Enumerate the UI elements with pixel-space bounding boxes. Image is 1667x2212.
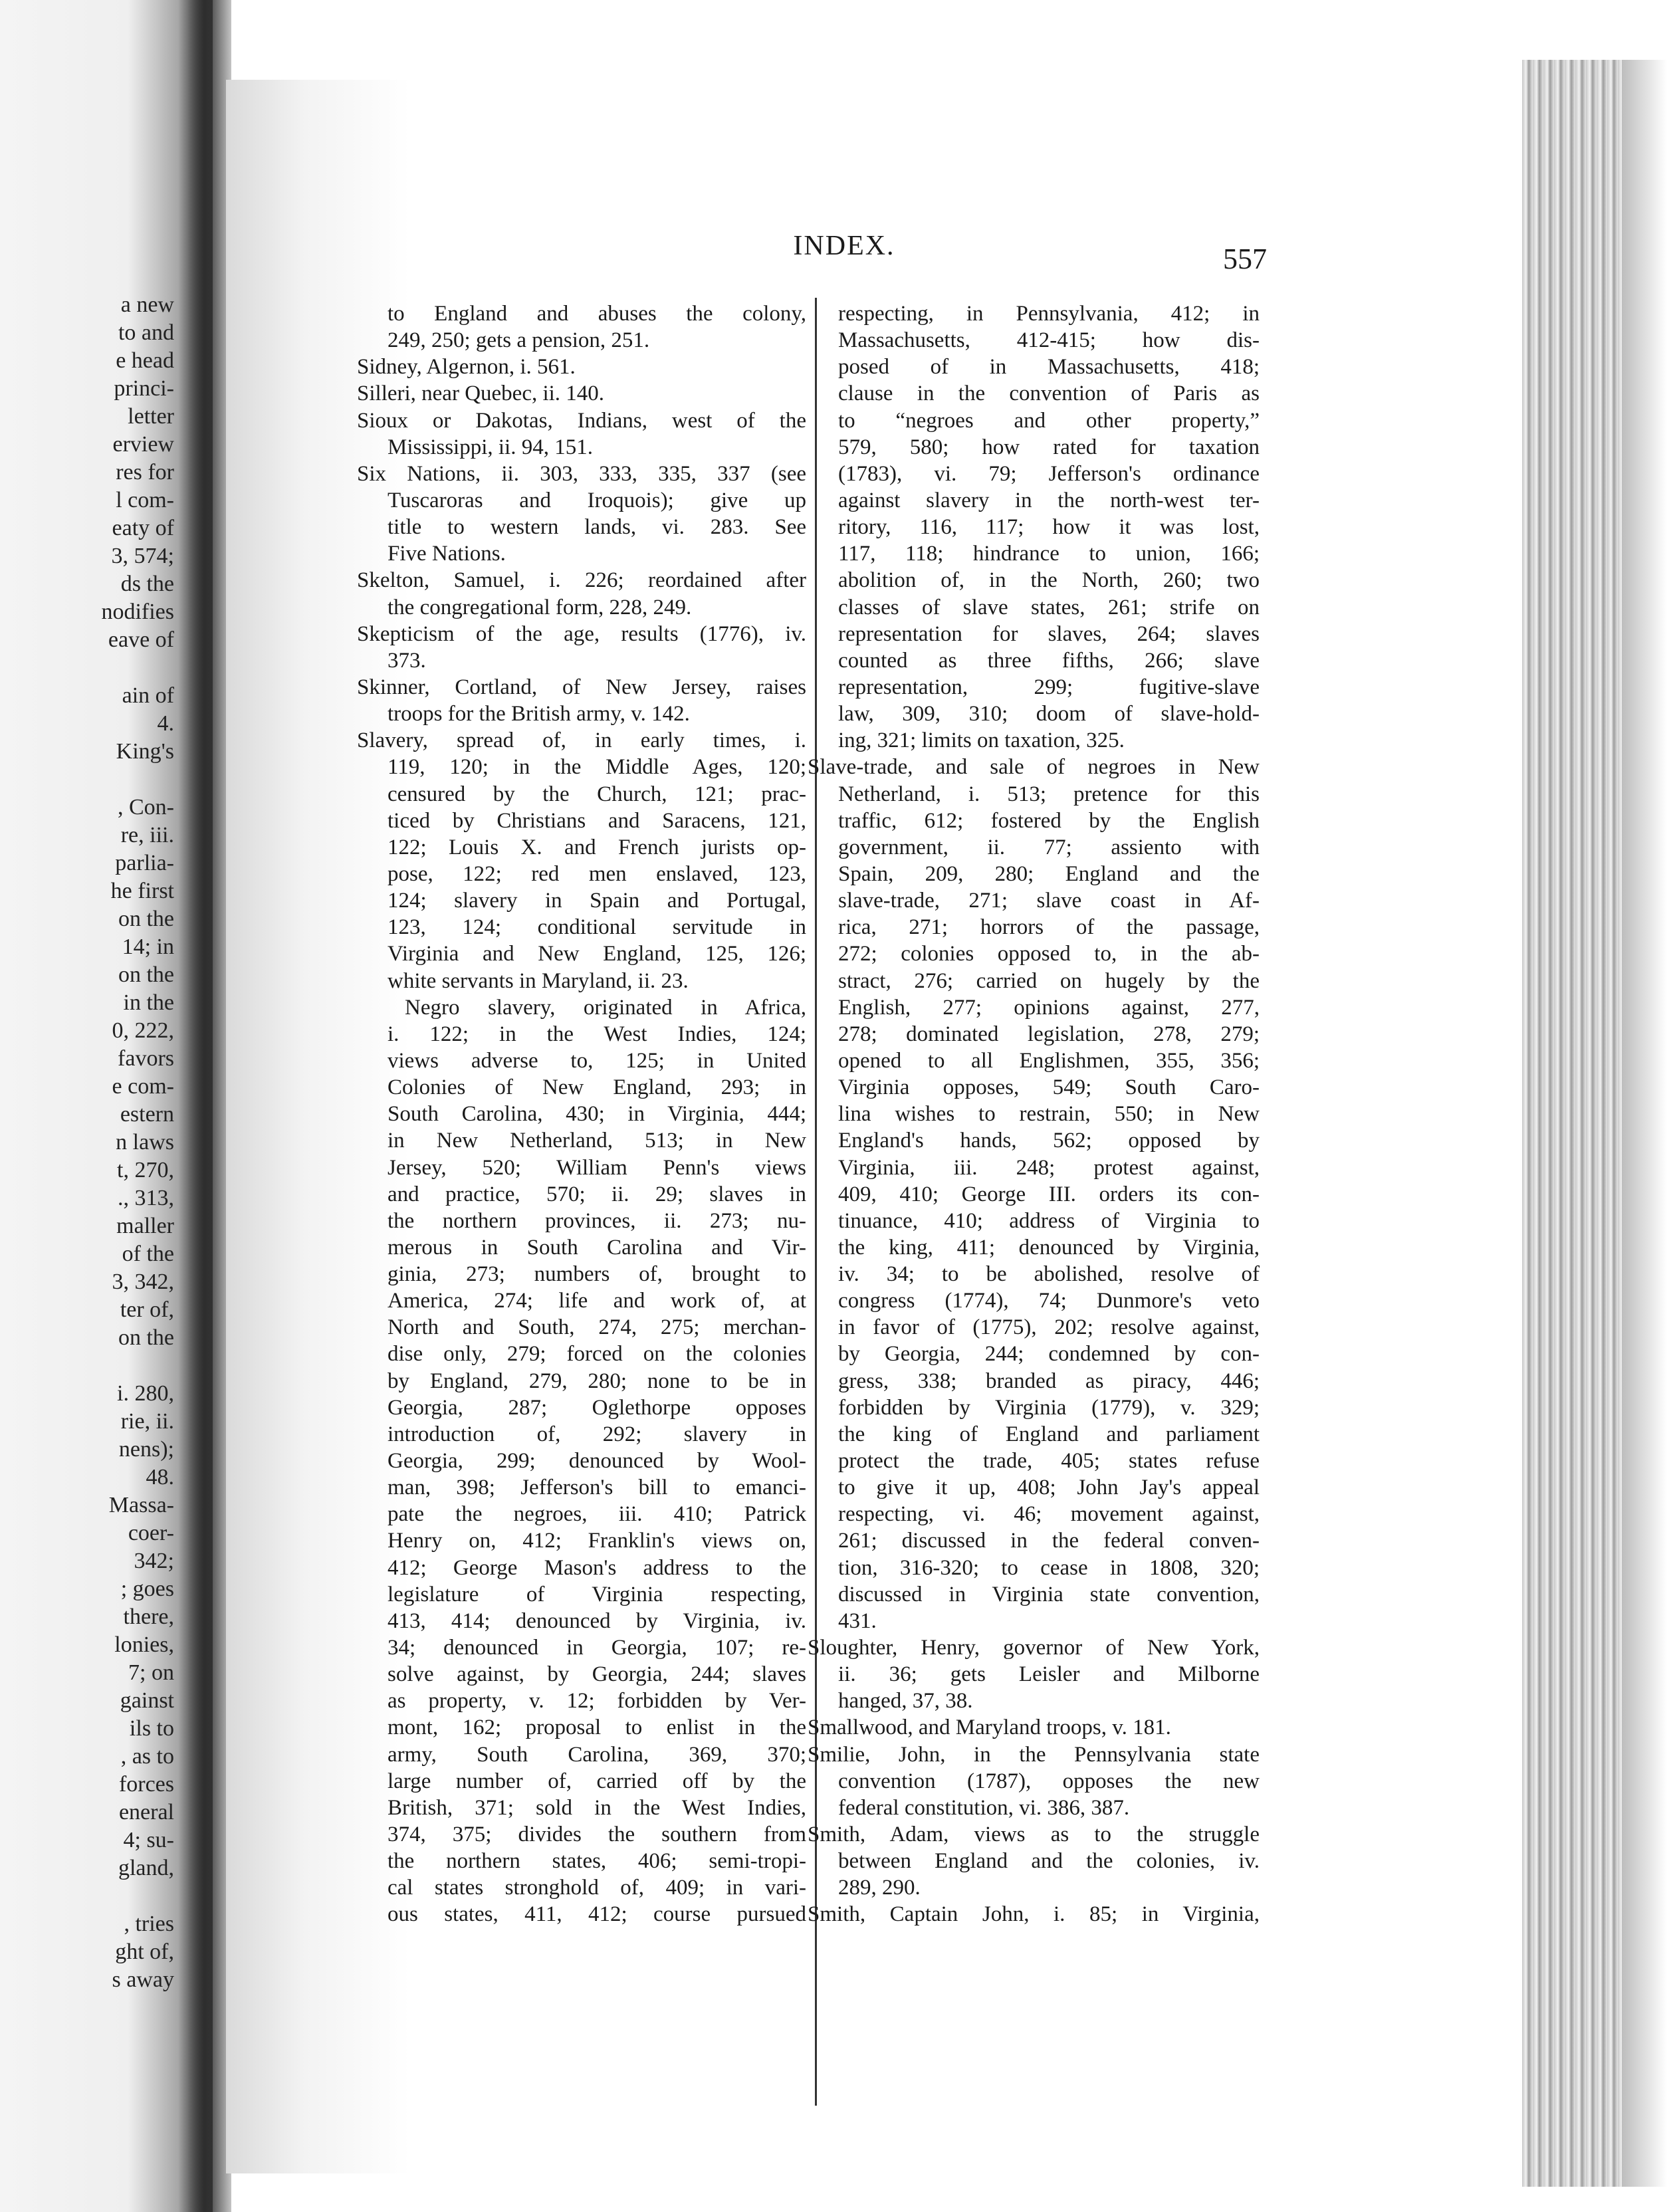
index-line: Slave-trade, and sale of negroes in New [808,755,1260,780]
index-line: counted as three fifths, 266; slave [838,648,1260,673]
index-line: in New Netherland, 513; in New [388,1129,806,1153]
index-line: Smith, Adam, views as to the struggle [808,1823,1260,1847]
previous-page-line: on the [118,907,174,931]
previous-page-line: eaty of [112,516,174,540]
previous-page-line: on the [118,1325,174,1350]
index-line: Colonies of New England, 293; in [388,1075,806,1100]
previous-page-line: ; goes [120,1577,174,1601]
index-line: Five Nations. [388,542,506,566]
index-line: to give it up, 408; John Jay's appeal [838,1476,1260,1500]
index-line: army, South Carolina, 369, 370; [388,1742,806,1767]
index-line: by England, 279, 280; none to be in [388,1369,806,1393]
index-line: mont, 162; proposal to enlist in the [388,1715,806,1740]
previous-page-line: there, [123,1604,174,1629]
previous-page-line: rie, ii. [120,1409,174,1434]
previous-page-line: King's [116,739,174,764]
previous-page-line: gainst [120,1688,174,1713]
previous-page-line: 342; [134,1549,174,1573]
previous-page-line: a new [120,292,174,317]
index-line: 124; slavery in Spain and Portugal, [388,889,806,913]
index-line: clause in the convention of Paris as [838,382,1260,406]
index-line: congress (1774), 74; Dunmore's veto [838,1289,1260,1313]
index-line: ing, 321; limits on taxation, 325. [838,728,1125,753]
index-line: English, 277; opinions against, 277, [838,995,1260,1020]
index-line: solve against, by Georgia, 244; slaves [388,1662,806,1687]
index-line: to “negroes and other property,” [838,408,1260,433]
index-line: 374, 375; divides the southern from [388,1823,806,1847]
index-column-left [357,300,806,1928]
index-line: the congregational form, 228, 249. [388,595,692,619]
index-line: i. 122; in the West Indies, 124; [388,1022,806,1046]
index-line: Virginia, iii. 248; protest against, [838,1155,1260,1180]
index-line: 431. [838,1608,877,1633]
previous-page-line: 4. [157,711,174,736]
previous-page-line: 7; on [128,1660,174,1685]
previous-page-line: princi- [114,376,174,401]
index-line: South Carolina, 430; in Virginia, 444; [388,1102,806,1127]
index-line: merous in South Carolina and Vir- [388,1235,806,1260]
index-line: ous states, 411, 412; course pursued [388,1902,806,1927]
previous-page-line: 4; su- [123,1828,174,1852]
index-line: ginia, 273; numbers of, brought to [388,1262,806,1287]
index-line: in favor of (1775), 202; resolve against, [838,1315,1260,1340]
previous-page-line: coer- [128,1521,174,1545]
previous-page-line: eave of [108,627,174,652]
previous-page-line: maller [116,1214,174,1238]
index-line: Jersey, 520; William Penn's views [388,1155,806,1180]
index-line: Silleri, near Quebec, ii. 140. [357,382,605,406]
previous-page-line: t, 270, [117,1158,174,1182]
index-line: slave-trade, 271; slave coast in Af- [838,889,1260,913]
previous-page-line: nodifies [101,600,174,624]
index-line: tion, 316-320; to cease in 1808, 320; [838,1555,1260,1580]
previous-page-line: , Con- [118,795,174,820]
previous-page-line: letter [128,404,174,429]
previous-page-line: in the [123,990,174,1015]
previous-page-line: forces [118,1772,174,1797]
index-line: Six Nations, ii. 303, 333, 335, 337 (see [357,461,806,486]
previous-page-line: eneral [118,1800,174,1825]
index-line: ii. 36; gets Leisler and Milborne [838,1662,1260,1687]
index-line: by Georgia, 244; condemned by con- [838,1342,1260,1367]
previous-page-line: 14; in [122,935,174,959]
previous-page-line: parlia- [115,851,174,875]
page-number: 557 [1223,243,1267,275]
previous-page-line: of the [122,1242,174,1266]
index-line: the king of England and parliament [838,1422,1260,1446]
previous-page-line: ain of [122,683,174,708]
index-line: British, 371; sold in the West Indies, [388,1795,806,1820]
index-line: 119, 120; in the Middle Ages, 120; [388,755,806,780]
index-line: Virginia opposes, 549; South Caro- [838,1075,1260,1100]
index-line: and practice, 570; ii. 29; slaves in [388,1182,806,1206]
previous-page-line: ., 313, [118,1186,174,1210]
index-line: protect the trade, 405; states refuse [838,1449,1260,1474]
index-line: posed of in Massachusetts, 418; [838,355,1260,380]
index-line: censured by the Church, 121; prac- [388,782,806,806]
index-line: Sioux or Dakotas, Indians, west of the [357,408,806,433]
index-line: America, 274; life and work of, at [388,1289,806,1313]
index-line: discussed in Virginia state convention, [838,1582,1260,1606]
index-line: Sidney, Algernon, i. 561. [357,355,576,380]
previous-page-line: , tries [124,1912,174,1936]
index-line: dise only, 279; forced on the colonies [388,1342,806,1367]
index-line: views adverse to, 125; in United [388,1048,806,1073]
book-gutter [178,0,231,2212]
previous-page-line: ght of, [115,1939,174,1964]
previous-page-line: s away [112,1967,174,1992]
index-line: title to western lands, vi. 283. See [388,515,806,540]
index-line: Smallwood, and Maryland troops, v. 181. [808,1715,1171,1740]
previous-page-line: 0, 222, [112,1018,174,1043]
index-line: Netherland, i. 513; pretence for this [838,782,1260,806]
index-line: lina wishes to restrain, 550; in New [838,1102,1260,1127]
previous-page-line: ds the [120,572,174,596]
index-line: hanged, 37, 38. [838,1689,973,1714]
index-line: Skelton, Samuel, i. 226; reordained after [357,568,806,593]
index-line: forbidden by Virginia (1779), v. 329; [838,1395,1260,1420]
index-line: traffic, 612; fostered by the English [838,808,1260,833]
index-line: Smith, Captain John, i. 85; in Virginia, [808,1902,1260,1927]
previous-page-line: res for [116,460,174,485]
index-line: respecting, in Pennsylvania, 412; in [838,302,1260,326]
index-line: stract, 276; carried on hugely by the [838,968,1260,993]
index-line: abolition of, in the North, 260; two [838,568,1260,593]
previous-page-line: on the [118,962,174,987]
index-line: opened to all Englishmen, 355, 356; [838,1048,1260,1073]
index-line: Smilie, John, in the Pennsylvania state [808,1742,1260,1767]
previous-page-line: he first [110,879,174,903]
index-line: tinuance, 410; address of Virginia to [838,1208,1260,1233]
previous-page-line [0,654,174,682]
index-line: 409, 410; George III. orders its con- [838,1182,1260,1206]
previous-page-line: gland, [118,1856,174,1880]
previous-page-line: lonies, [114,1632,174,1657]
index-line: 413, 414; denounced by Virginia, iv. [388,1608,806,1633]
index-line: 373. [388,648,426,673]
previous-page-line: 3, 342, [112,1270,174,1294]
index-line: North and South, 274, 275; merchan- [388,1315,806,1340]
index-line: troops for the British army, v. 142. [388,702,690,726]
index-line: respecting, vi. 46; movement against, [838,1502,1260,1527]
page-edges [1522,60,1628,2187]
index-line: 412; George Mason's address to the [388,1555,806,1580]
index-line: the king, 411; denounced by Virginia, [838,1235,1260,1260]
index-line: government, ii. 77; assiento with [838,835,1260,859]
index-line: as property, v. 12; forbidden by Ver- [388,1689,806,1714]
index-line: cal states stronghold of, 409; in vari- [388,1876,806,1900]
index-line: against slavery in the north-west ter- [838,488,1260,512]
previous-page-line [0,1882,174,1910]
page-edges-shadow [1622,60,1667,2187]
index-line: Virginia and New England, 125, 126; [388,942,806,966]
index-line: 122; Louis X. and French jurists op- [388,835,806,859]
index-line: the northern states, 406; semi-tropi- [388,1849,806,1874]
index-line: gress, 338; branded as piracy, 446; [838,1369,1260,1393]
index-line: England's hands, 562; opposed by [838,1129,1260,1153]
index-line: Mississippi, ii. 94, 151. [388,435,593,459]
previous-page-line: 3, 574; [111,544,174,568]
index-line: classes of slave states, 261; strife on [838,595,1260,619]
index-line: Tuscaroras and Iroquois); give up [388,488,806,512]
index-line: (1783), vi. 79; Jefferson's ordinance [838,461,1260,486]
previous-page-line: re, iii. [120,823,174,847]
previous-page-line: nens); [118,1437,174,1462]
previous-page-line: to and [118,320,174,345]
index-line: 123, 124; conditional servitude in [388,915,806,940]
previous-page-line: ils to [129,1716,174,1741]
index-line: pose, 122; red men enslaved, 123, [388,861,806,886]
index-line: large number of, carried off by the [388,1769,806,1793]
index-line: 272; colonies opposed to, in the ab- [838,942,1260,966]
index-line: representation for slaves, 264; slaves [838,621,1260,646]
index-line: Massachusetts, 412-415; how dis- [838,328,1260,353]
previous-page-line: 48. [146,1465,174,1490]
index-line: pate the negroes, iii. 410; Patrick [388,1502,806,1527]
index-line: man, 398; Jefferson's bill to emanci- [388,1476,806,1500]
previous-page-line [0,1352,174,1380]
index-line: federal constitution, vi. 386, 387. [838,1795,1130,1820]
index-line: law, 309, 310; doom of slave-hold- [838,702,1260,726]
previous-page-line: n laws [116,1130,174,1155]
index-line: Georgia, 299; denounced by Wool- [388,1449,806,1474]
index-line: 249, 250; gets a pension, 251. [388,328,650,353]
index-line: 278; dominated legislation, 278, 279; [838,1022,1260,1046]
previous-page-line: , as to [120,1744,174,1769]
index-line: legislature of Virginia respecting, [388,1582,806,1606]
index-line: Skepticism of the age, results (1776), iv. [357,621,806,646]
index-line: Henry on, 412; Franklin's views on, [388,1529,806,1553]
index-line: 261; discussed in the federal conven- [838,1529,1260,1553]
previous-page-line: erview [112,432,174,457]
index-line: to England and abuses the colony, [388,302,806,326]
index-line: Sloughter, Henry, governor of New York, [808,1636,1260,1660]
previous-page-line: l com- [116,488,174,512]
index-line: Slavery, spread of, in early times, i. [357,728,806,753]
previous-page-line: ter of, [120,1297,174,1322]
running-header: INDEX. [793,231,895,261]
previous-page-line [0,766,174,794]
previous-page-line: e head [116,348,174,373]
previous-page-line: e com- [112,1074,174,1099]
index-line: rica, 271; horrors of the passage, [838,915,1260,940]
index-line: ritory, 116, 117; how it was lost, [838,515,1260,540]
previous-page-line: Massa- [108,1493,174,1517]
index-line: iv. 34; to be abolished, resolve of [838,1262,1260,1287]
index-line: 579, 580; how rated for taxation [838,435,1260,459]
previous-page-line: i. 280, [117,1381,174,1406]
index-line: Georgia, 287; Oglethorpe opposes [388,1395,806,1420]
index-line: 34; denounced in Georgia, 107; re- [388,1636,806,1660]
previous-page-line: estern [120,1102,174,1127]
index-line: Negro slavery, originated in Africa, [405,995,806,1020]
index-line: between England and the colonies, iv. [838,1849,1260,1874]
index-line: Spain, 209, 280; England and the [838,861,1260,886]
index-line: introduction of, 292; slavery in [388,1422,806,1446]
index-line: representation, 299; fugitive-slave [838,675,1260,699]
previous-page-line: favors [118,1046,174,1071]
index-line: 117, 118; hindrance to union, 166; [838,542,1260,566]
index-line: the northern provinces, ii. 273; nu- [388,1208,806,1233]
index-line: convention (1787), opposes the new [838,1769,1260,1793]
index-line: Skinner, Cortland, of New Jersey, raises [357,675,806,699]
index-column-right [808,300,1260,1928]
previous-page-text [0,291,174,1994]
index-line: ticed by Christians and Saracens, 121, [388,808,806,833]
index-line: 289, 290. [838,1876,921,1900]
index-line: white servants in Maryland, ii. 23. [388,968,689,993]
